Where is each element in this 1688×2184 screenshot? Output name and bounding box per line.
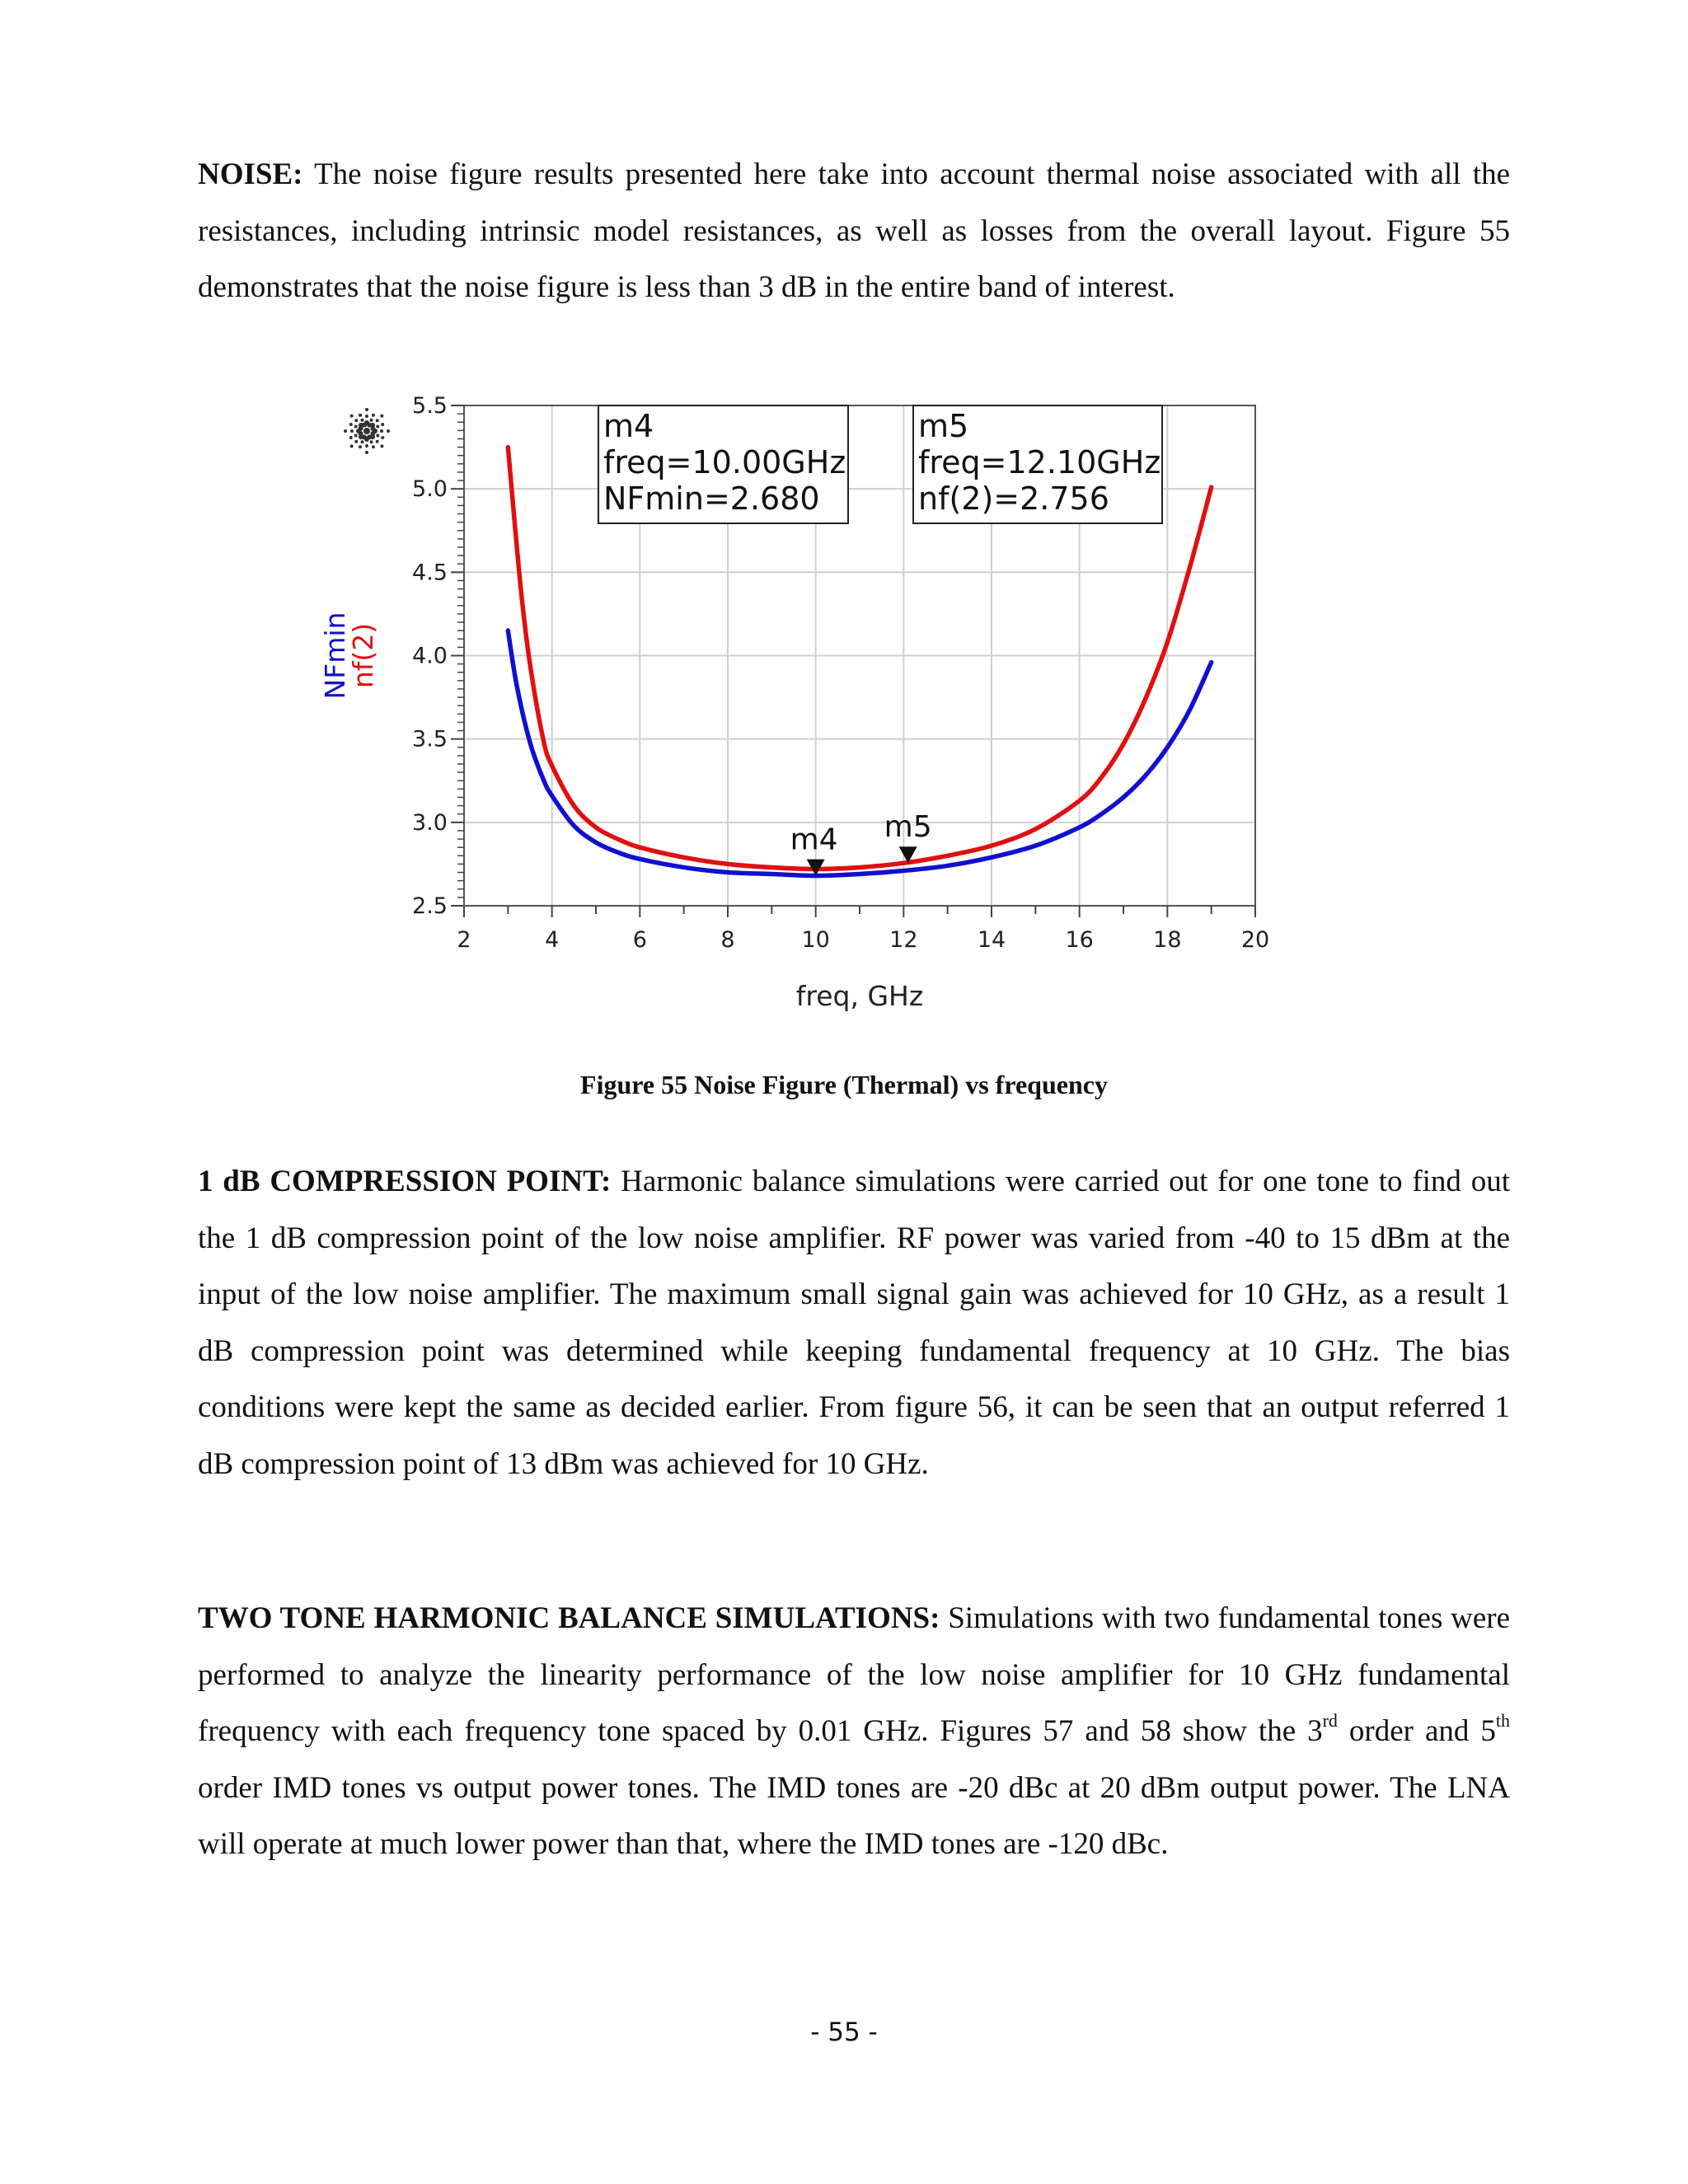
marker-m5-readout-line: freq=12.10GHz: [918, 444, 1161, 480]
logo-dot: [387, 429, 390, 433]
logo-dot: [360, 419, 363, 422]
x-tick-label: 10: [801, 927, 830, 953]
logo-dot: [350, 444, 354, 448]
x-tick-label: 14: [977, 927, 1006, 953]
x-tick-label: 4: [545, 927, 560, 953]
figure-caption: Figure 55 Noise Figure (Thermal) vs frequency: [580, 1070, 1108, 1099]
logo-dot: [370, 426, 375, 431]
logo-dot: [372, 445, 375, 448]
logo-center: [363, 428, 370, 434]
logo-dot: [381, 436, 384, 439]
two-tone-body-b: order and 5: [1337, 1714, 1496, 1748]
noise-heading: NOISE:: [198, 157, 303, 191]
two-tone-heading: TWO TONE HARMONIC BALANCE SIMULATIONS:: [198, 1601, 940, 1635]
chart-markers: [598, 405, 1162, 876]
y-tick-label: 5.0: [412, 476, 448, 503]
logo-dot: [350, 415, 354, 418]
y-tick-label: 4.5: [412, 560, 448, 586]
marker-m4-readout-line: m4: [603, 408, 654, 444]
y-axis-label-nfmin: NFmin: [319, 612, 351, 700]
x-tick-label: 12: [889, 927, 918, 953]
logo-dot: [372, 414, 375, 417]
logo-dot: [344, 429, 347, 433]
logo-dot: [349, 436, 353, 439]
logo-dot: [370, 419, 373, 422]
x-tick-label: 16: [1065, 927, 1094, 953]
x-tick-label: 2: [457, 927, 471, 953]
logo-dot: [380, 415, 383, 418]
logo-dot: [354, 419, 358, 422]
y-tick-label: 2.5: [412, 893, 448, 919]
logo-dot: [365, 444, 368, 448]
marker-m5-readout-line: m5: [918, 408, 969, 444]
two-tone-sup-rd: rd: [1322, 1709, 1338, 1731]
logo-dot: [365, 408, 368, 411]
two-tone-body-a: Simulations with two fundamental tones were performed to analyze the linearity performance of the low noise amplifier for 10 GHz fundamental frequency with each frequency tone spaced by 0.01 GHz. Figures 57 and 58 show the 3: [198, 1601, 1511, 1748]
logo-dot: [354, 440, 358, 443]
logo-dot: [359, 445, 362, 448]
marker-m4-readout-line: freq=10.00GHz: [603, 444, 846, 480]
logo-dot: [381, 423, 384, 426]
logo-dot: [370, 440, 373, 443]
logo-dot: [354, 434, 358, 438]
logo-dot: [354, 424, 358, 428]
logo-dot: [350, 429, 354, 433]
page-number: - 55 -: [810, 2018, 878, 2047]
x-tick-label: 20: [1240, 927, 1270, 953]
y-tick-label: 3.0: [412, 809, 448, 836]
logo-dot: [380, 429, 383, 433]
marker-m4-readout-line: NFmin=2.680: [603, 480, 820, 517]
x-axis-label: freq, GHz: [795, 980, 924, 1012]
logo-dot: [349, 423, 353, 426]
marker-m4-label: m4: [790, 823, 838, 857]
logo-dot: [359, 414, 362, 417]
y-tick-label: 5.5: [412, 393, 448, 419]
compression-heading: 1 dB COMPRESSION POINT:: [198, 1165, 612, 1198]
logo-dot: [360, 440, 363, 443]
agilent-spark-icon: [344, 408, 390, 454]
logo-dot: [376, 440, 379, 443]
two-tone-sup-th: th: [1495, 1709, 1510, 1731]
marker-m5-readout-line: nf(2)=2.756: [918, 480, 1109, 517]
logo-dot: [376, 419, 379, 422]
two-tone-body-c: order IMD tones vs output power tones. The IMD tones are -20 dBc at 20 dBm output power. The LNA will operate at much lower power than that, where the IMD tones are -120 dBc.: [198, 1770, 1510, 1861]
x-tick-label: 8: [720, 927, 735, 953]
marker-m5-label: m5: [884, 810, 932, 845]
y-axis-label-nf2: nf(2): [347, 622, 379, 689]
logo-dot: [365, 451, 368, 454]
y-tick-label: 4.0: [412, 643, 448, 669]
logo-dot: [380, 444, 383, 448]
y-tick-label: 3.5: [412, 726, 448, 752]
logo-dot: [376, 434, 379, 438]
noise-body: The noise figure results presented here take into account thermal noise associated with all the resistances, including intrinsic model resistances, as well as losses from the overall layout. Figure 55 demonstrates that the noise figure is less than 3 dB in the entire band of interest.: [198, 157, 1510, 304]
logo-dot: [376, 424, 379, 428]
logo-dot: [365, 415, 368, 418]
noise-figure-chart: [0, 0, 1688, 1071]
compression-body: Harmonic balance simulations were carried out for one tone to find out the 1 dB compression point of the low noise amplifier. RF power was varied from -40 to 15 dBm at the input of the low noise amplifier. The maximum small signal gain was achieved for 10 GHz, as a result 1 dB compression point was determined while keeping fundamental frequency at 10 GHz. The bias conditions were kept the same as decided earlier. From figure 56, it can be seen that an output referred 1 dB compression point of 13 dBm was achieved for 10 GHz.: [198, 1165, 1510, 1481]
x-tick-label: 18: [1153, 927, 1182, 953]
two-tone-paragraph: [198, 1591, 1510, 1873]
x-tick-label: 6: [632, 927, 647, 953]
compression-paragraph: [198, 1154, 1510, 1493]
